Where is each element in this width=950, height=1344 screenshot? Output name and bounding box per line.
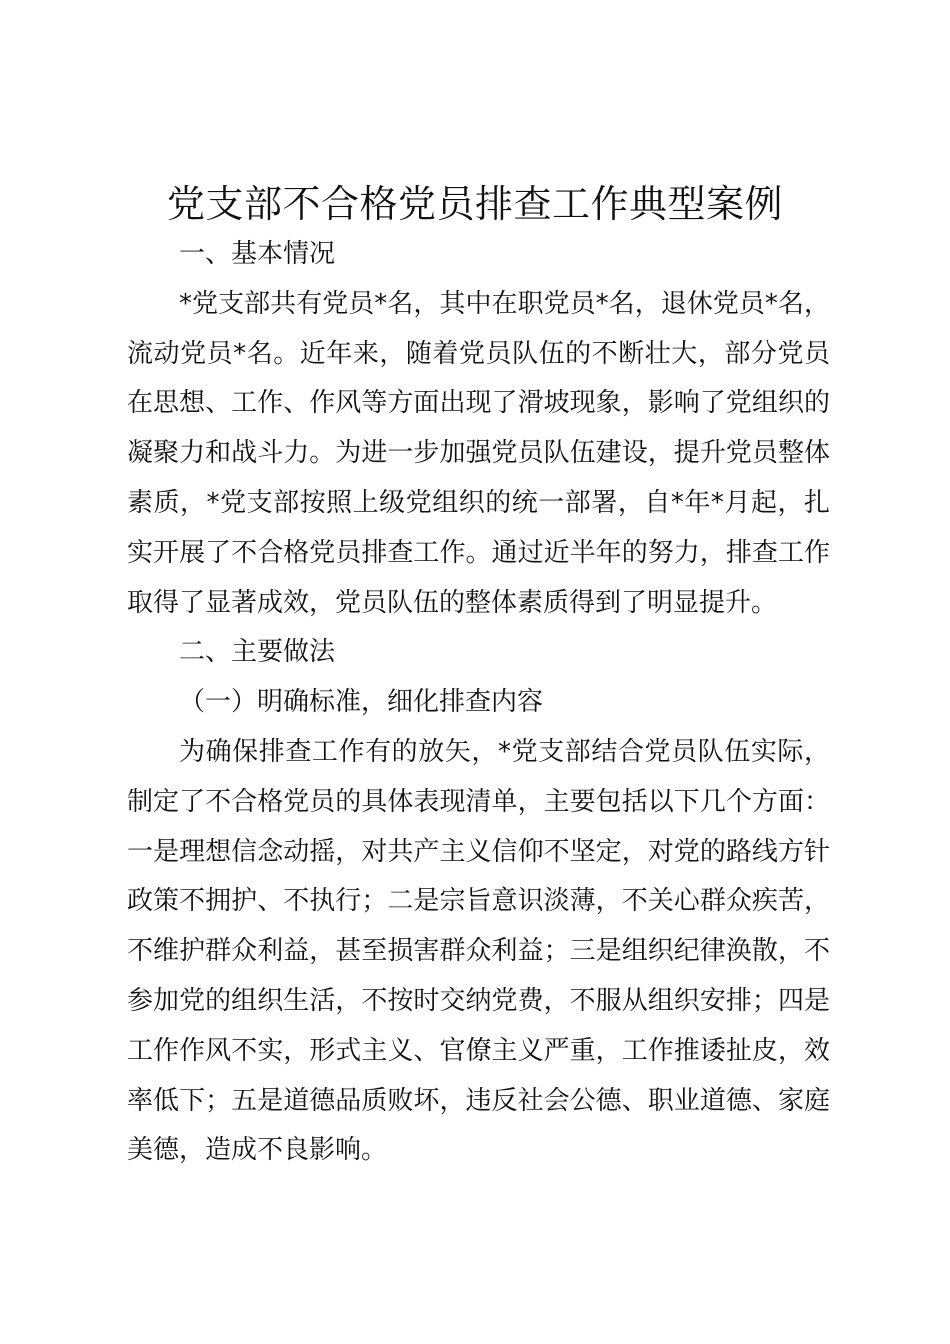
document-title: 党支部不合格党员排查工作典型案例 xyxy=(166,182,783,226)
paragraph-standards: 为确保排查工作有的放矢，*党支部结合党员队伍实际，制定了不合格党员的具体表现清单，主要包括以下几个方面：一是理想信念动摇，对共产主义信仰不坚定，对党的路线方针政策不拥护、不执行；二是宗旨意识淡薄，不关心群众疾苦，不维护群众利益，甚至损害群众利益；三是组织纪律涣散，不参加党的组织生活，不按时交纳党费，不服从组织安排；四是工作作风不实，形式主义、官僚主义严重，工作推诿扯皮，效率低下；五是道德品质败坏，违反社会公德、职业道德、家庭美德，造成不良影响。 xyxy=(127,736,830,1166)
section-heading-basic: 一、基本情况 xyxy=(179,239,336,269)
section-heading-methods: 二、主要做法 xyxy=(179,637,336,668)
subsection-heading-standards: （一）明确标准，细化排查内容 xyxy=(179,687,544,718)
paragraph-basic: *党支部共有党员*名，其中在职党员*名，退休党员*名，流动党员*名。近年来，随着党员队伍的不断壮大，部分党员在思想、工作、作风等方面出现了滑坡现象，影响了党组织的凝聚力和战斗力。为进一步加强党员队伍建设，提升党员整体素质，*党支部按照上级党组织的统一部署，自*年*月起，扎实开展了不合格党员排查工作。通过近半年的努力，排查工作取得了显著成效，党员队伍的整体素质得到了明显提升。 xyxy=(127,288,830,618)
document-body xyxy=(127,230,830,1176)
